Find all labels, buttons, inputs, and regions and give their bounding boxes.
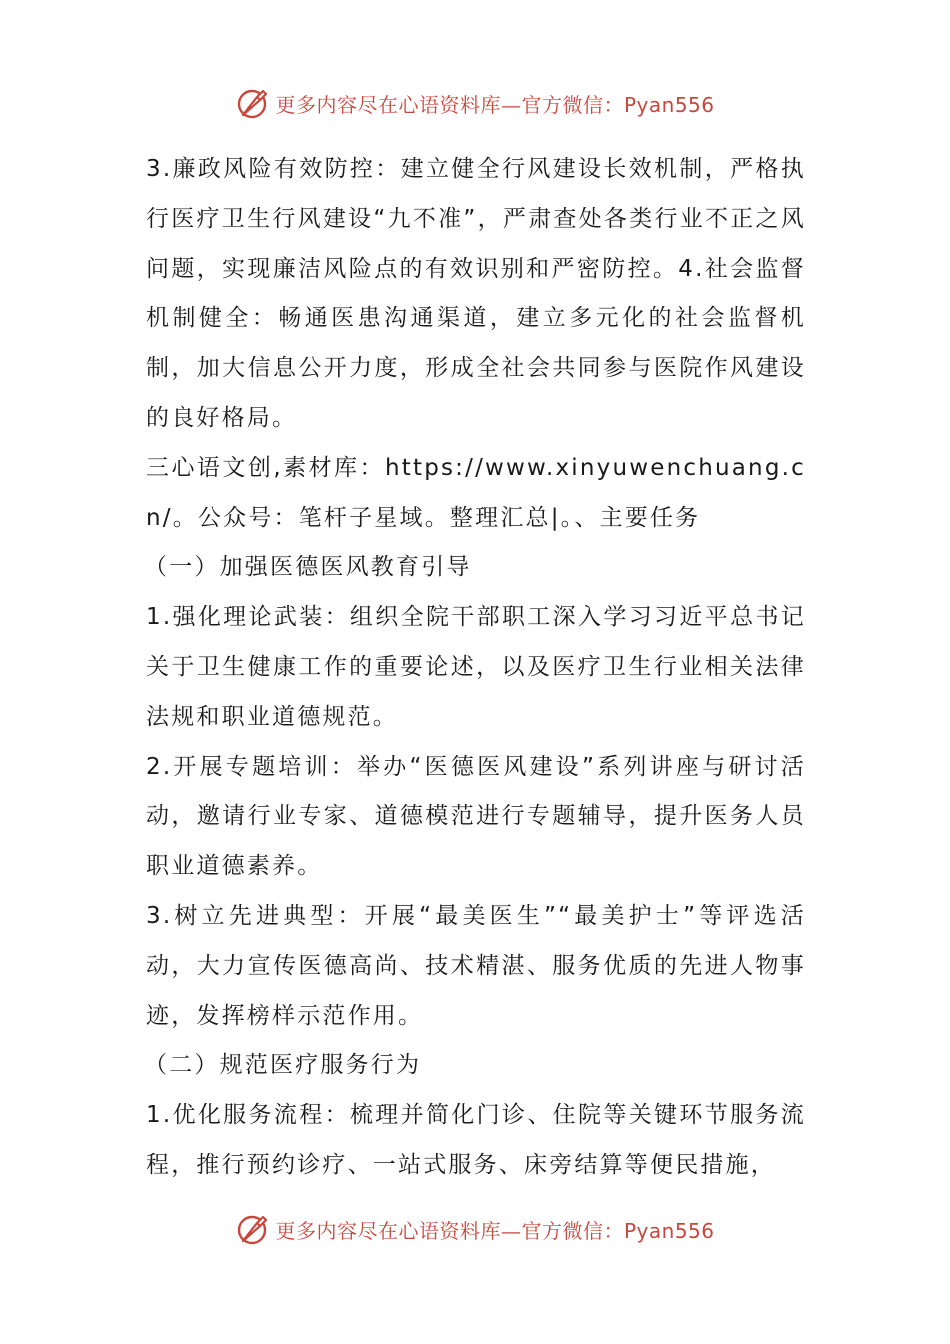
footer-banner-text: 更多内容尽在心语资料库—官方微信：Pyan556 xyxy=(275,1218,715,1243)
paragraph-integrity-risk-and-supervision: 3.廉政风险有效防控：建立健全行风建设长效机制，严格执行医疗卫生行风建设“九不准”，严肃查处各类行业不正之风问题，实现廉洁风险点的有效识别和严密防控。4.社会监督机制健全：畅通医患沟通渠道，建立多元化的社会监督机制，加大信息公开力度，形成全社会共同参与医院作风建设的良好格局。 xyxy=(146,156,806,431)
header-wechat-id: Pyan556 xyxy=(623,92,715,117)
footer-wechat-id: Pyan556 xyxy=(623,1218,715,1243)
section-heading-2: （二）规范医疗服务行为 xyxy=(144,1052,422,1079)
paragraph-special-training: 2.开展专题培训：举办“医德医风建设”系列讲座与研讨活动，邀请行业专家、道德模范进行专题辅导，提升医务人员职业道德素养。 xyxy=(146,753,806,880)
pen-nib-logo-icon xyxy=(235,85,271,121)
document-body xyxy=(146,145,806,1191)
header-banner-text: 更多内容尽在心语资料库—官方微信：Pyan556 xyxy=(275,92,715,117)
paragraph-theory-study: 1.强化理论武装：组织全院干部职工深入学习习近平总书记关于卫生健康工作的重要论述，以及医疗卫生行业相关法律法规和职业道德规范。 xyxy=(146,604,806,730)
section-heading-1: （一）加强医德医风教育引导 xyxy=(144,554,472,581)
paragraph-optimize-process: 1.优化服务流程：梳理并简化门诊、住院等关键环节服务流程，推行预约诊疗、一站式服务、床旁结算等便民措施， xyxy=(146,1102,806,1178)
paragraph-source-note: 三心语文创,素材库：https://www.xinyuwenchuang.cn/。公众号：笔杆子星域。整理汇总|。、主要任务 xyxy=(146,454,806,531)
pen-nib-logo-icon xyxy=(235,1211,271,1247)
footer-banner xyxy=(0,1205,950,1253)
paragraph-role-models: 3.树立先进典型：开展“最美医生”“最美护士”等评选活动，大力宣传医德高尚、技术精湛、服务优质的先进人物事迹，发挥榜样示范作用。 xyxy=(146,902,806,1029)
header-banner xyxy=(0,79,950,127)
